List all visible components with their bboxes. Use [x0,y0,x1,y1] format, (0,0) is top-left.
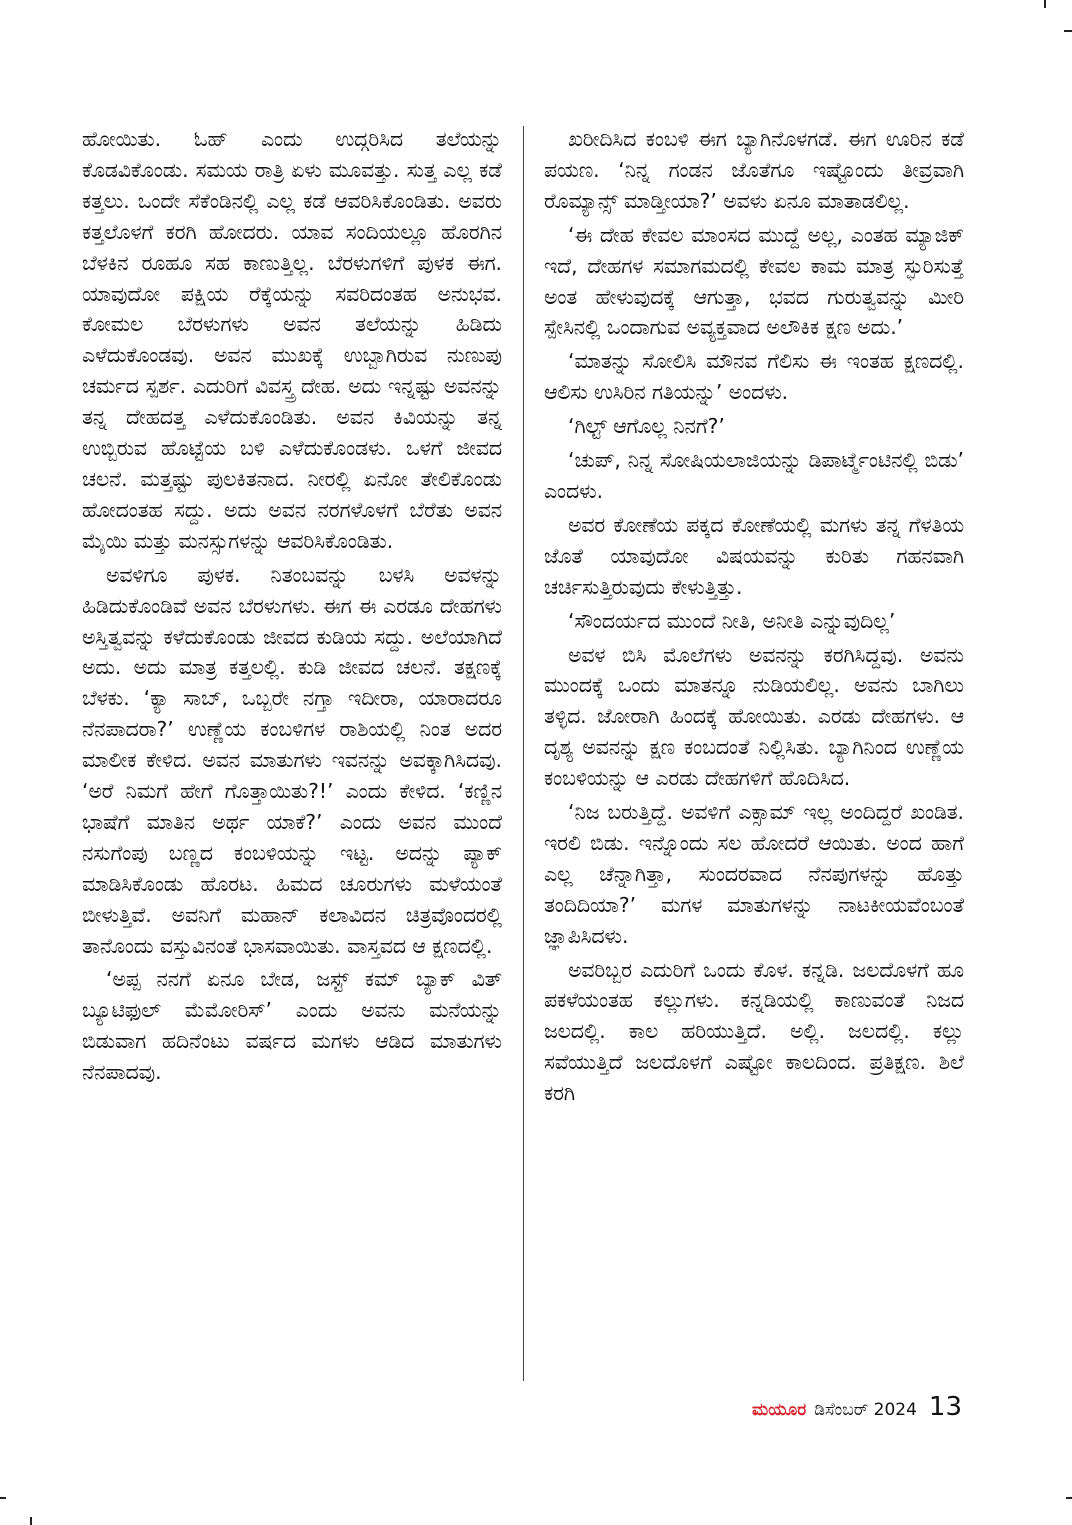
paragraph: ಅವರಿಬ್ಬರ ಎದುರಿಗೆ ಒಂದು ಕೊಳ. ಕನ್ನಡಿ. ಜಲದೊಳಗೆ ಹೂ ಪಕಳೆಯಂತಹ ಕಲ್ಲುಗಳು. ಕನ್ನಡಿಯಲ್ಲಿ ಕಾಣುವಂತೆ ನಿಜದ ಜಲದಲ್ಲಿ. ಕಾಲ ಹರಿಯುತ್ತಿದೆ. ಅಲ್ಲಿ. ಜಲದಲ್ಲಿ. ಕಲ್ಲು ಸವೆಯುತ್ತಿದೆ ಜಲದೊಳಗೆ ಎಷ್ಟೋ ಕಾಲದಿಂದ. ಪ್ರತಿಕ್ಷಣ. ಶಿಲೆ ಕರಗಿ [544,957,964,1106]
left-column [82,124,502,1384]
paragraph: ‘ನಿಜ ಬರುತ್ತಿದ್ದೆ. ಅವಳಿಗೆ ಎಕ್ಸಾಮ್ ಇಲ್ಲ ಅಂದಿದ್ದರೆ ಖಂಡಿತ. ಇರಲಿ ಬಿಡು. ಇನ್ನೊಂದು ಸಲ ಹೋದರೆ ಆಯಿತು. ಅಂದ ಹಾಗೆ ಎಲ್ಲ ಚೆನ್ನಾಗಿತ್ತಾ, ಸುಂದರವಾದ ನೆನಪುಗಳನ್ನು ಹೊತ್ತು ತಂದಿದಿಯಾ?’ ಮಗಳ ಮಾತುಗಳನ್ನು ನಾಟಕೀಯವೆಂಬಂತೆ ಜ್ಞಾಪಿಸಿದಳು. [544,800,964,948]
paragraph: ಹೋಯಿತು. ಓಹ್ ಎಂದು ಉದ್ಗರಿಸಿದ ತಲೆಯನ್ನು ಕೊಡವಿಕೊಂಡು. ಸಮಯ ರಾತ್ರಿ ಏಳು ಮೂವತ್ತು. ಸುತ್ತ ಎಲ್ಲ ಕಡೆ ಕತ್ತಲು. ಒಂದೇ ಸೆಕೆಂಡಿನಲ್ಲಿ ಎಲ್ಲ ಕಡೆ ಆವರಿಸಿಕೊಂಡಿತು. ಅವರು ಕತ್ತಲೊಳಗೆ ಕರಗಿ ಹೋದರು. ಯಾವ ಸಂದಿಯಲ್ಲೂ ಹೊರಗಿನ ಬೆಳಕಿನ ರೂಹೂ ಸಹ ಕಾಣುತ್ತಿಲ್ಲ. ಬೆರಳುಗಳಿಗೆ ಪುಳಕ ಈಗ. ಯಾವುದೋ ಪಕ್ಷಿಯ ರೆಕ್ಕೆಯನ್ನು ಸವರಿದಂತಹ ಅನುಭವ. ಕೋಮಲ ಬೆರಳುಗಳು ಅವನ ತಲೆಯನ್ನು ಹಿಡಿದು ಎಳೆದುಕೊಂಡವು. ಅವನ ಮುಖಕ್ಕೆ ಉಬ್ಬಾಗಿರುವ ನುಣುಪು ಚರ್ಮದ ಸ್ಪರ್ಶ. ಎದುರಿಗೆ ವಿವಸ್ತ್ರ ದೇಹ. ಅದು ಇನ್ನಷ್ಟು ಅವನನ್ನು ತನ್ನ ದೇಹದತ್ತ ಎಳೆದುಕೊಂಡಿತು. ಅವನ ಕಿವಿಯನ್ನು ತನ್ನ ಉಬ್ಬಿರುವ ಹೊಟ್ಟೆಯ ಬಳಿ ಎಳೆದುಕೊಂಡಳು. ಒಳಗೆ ಜೀವದ ಚಲನೆ. ಮತ್ತಷ್ಟು ಪುಲಕಿತನಾದ. ನೀರಲ್ಲಿ ಏನೋ ತೇಲಿಕೊಂಡು ಹೋದಂತಹ ಸದ್ದು. ಅದು ಅವನ ನರಗಳೊಳಗೆ ಬೆರೆತು ಅವನ ಮೈಯಿ ಮತ್ತು ಮನಸ್ಸುಗಳನ್ನು ಆವರಿಸಿಕೊಂಡಿತು. [82,127,502,553]
crop-mark-top [1044,0,1046,8]
article-body [82,124,964,1384]
crop-mark-right [1064,30,1072,32]
paragraph: ಅವರ ಕೋಣೆಯ ಪಕ್ಕದ ಕೋಣೆಯಲ್ಲಿ ಮಗಳು ತನ್ನ ಗೆಳತಿಯ ಜೊತೆ ಯಾವುದೋ ವಿಷಯವನ್ನು ಕುರಿತು ಗಹನವಾಗಿ ಚರ್ಚಿಸುತ್ತಿರುವುದು ಕೇಳುತ್ತಿತ್ತು. [544,512,964,599]
crop-mark-bottom-right [1066,1497,1072,1499]
paragraph: ‘ಮಾತನ್ನು ಸೋಲಿಸಿ ಮೌನವ ಗೆಲಿಸು ಈ ಇಂತಹ ಕ್ಷಣದಲ್ಲಿ. ಆಲಿಸು ಉಸಿರಿನ ಗತಿಯನ್ನು’ ಅಂದಳು. [544,349,964,405]
crop-mark-left-bottom [0,1497,6,1499]
paragraph: ‘ಅಪ್ಪ ನನಗೆ ಏನೂ ಬೇಡ, ಜಸ್ಟ್ ಕಮ್ ಬ್ಯಾಕ್ ವಿತ್ ಬ್ಯೂಟಿಫುಲ್ ಮೆಮೋರಿಸ್’ ಎಂದು ಅವನು ಮನೆಯನ್ನು ಬಿಡುವಾಗ ಹದಿನೆಂಟು ವರ್ಷದ ಮಗಳು ಆಡಿದ ಮಾತುಗಳು ನೆನಪಾದವು. [82,967,502,1085]
paragraph: ಅವಳಿಗೂ ಪುಳಕ. ನಿತಂಬವನ್ನು ಬಳಸಿ ಅವಳನ್ನು ಹಿಡಿದುಕೊಂಡಿವೆ ಅವನ ಬೆರಳುಗಳು. ಈಗ ಈ ಎರಡೂ ದೇಹಗಳು ಅಸ್ತಿತ್ವವನ್ನು ಕಳೆದುಕೊಂಡು ಜೀವದ ಕುಡಿಯ ಸದ್ದು. ಅಲೆಯಾಗಿದೆ ಅದು. ಅದು ಮಾತ್ರ ಕತ್ತಲಲ್ಲಿ. ಕುಡಿ ಜೀವದ ಚಲನೆ. ತಕ್ಷಣಕ್ಕೆ ಬೆಳಕು. ‘ಕ್ಯಾ ಸಾಬ್, ಒಬ್ಬರೇ ನಗ್ತಾ ಇದೀರಾ, ಯಾರಾದರೂ ನೆನಪಾದರಾ?’ ಉಣ್ಣೆಯ ಕಂಬಳಿಗಳ ರಾಶಿಯಲ್ಲಿ ನಿಂತ ಅದರ ಮಾಲೀಕ ಕೇಳಿದ. ಅವನ ಮಾತುಗಳು ಇವನನ್ನು ಅವಕ್ಕಾಗಿಸಿದವು. ‘ಅರೆ ನಿಮಗೆ ಹೇಗೆ ಗೊತ್ತಾಯಿತು?!’ ಎಂದು ಕೇಳಿದ. ‘ಕಣ್ಣಿನ ಭಾಷೆಗೆ ಮಾತಿನ ಅರ್ಥ ಯಾಕೆ?’ ಎಂದು ಅವನ ಮುಂದೆ ನಸುಗೆಂಪು ಬಣ್ಣದ ಕಂಬಳಿಯನ್ನು ಇಟ್ಟ. ಅದನ್ನು ಪ್ಯಾಕ್ ಮಾಡಿಸಿಕೊಂಡು ಹೊರಟ. ಹಿಮದ ಚೂರುಗಳು ಮಳೆಯಂತೆ ಬೀಳುತ್ತಿವೆ. ಅವನಿಗೆ ಮಹಾನ್ ಕಲಾವಿದನ ಚಿತ್ರವೊಂದರಲ್ಲಿ ತಾನೊಂದು ವಸ್ತುವಿನಂತೆ ಭಾಸವಾಯಿತು. ವಾಸ್ತವದ ಆ ಕ್ಷಣದಲ್ಲಿ. [82,562,502,958]
paragraph: ಅವಳ ಬಿಸಿ ಮೊಲೆಗಳು ಅವನನ್ನು ಕರಗಿಸಿದ್ದವು. ಅವನು ಮುಂದಕ್ಕೆ ಒಂದು ಮಾತನ್ನೂ ನುಡಿಯಲಿಲ್ಲ. ಅವನು ಬಾಗಿಲು ತಳ್ಳಿದ. ಜೋರಾಗಿ ಹಿಂದಕ್ಕೆ ಹೋಯಿತು. ಎರಡು ದೇಹಗಳು. ಆ ದೃಶ್ಯ ಅವನನ್ನು ಕ್ಷಣ ಕಂಬದಂತೆ ನಿಲ್ಲಿಸಿತು. ಬ್ಯಾಗಿನಿಂದ ಉಣ್ಣೆಯ ಕಂಬಳಿಯನ್ನು ಆ ಎರಡು ದೇಹಗಳಿಗೆ ಹೊದಿಸಿದ. [544,642,964,791]
page-footer [752,1392,962,1422]
right-column [544,124,964,1384]
paragraph: ‘ಈ ದೇಹ ಕೇವಲ ಮಾಂಸದ ಮುದ್ದೆ ಅಲ್ಲ, ಎಂತಹ ಮ್ಯಾಜಿಕ್ ಇದೆ, ದೇಹಗಳ ಸಮಾಗಮದಲ್ಲಿ ಕೇವಲ ಕಾಮ ಮಾತ್ರ ಸ್ಫುರಿಸುತ್ತೆ ಅಂತ ಹೇಳುವುದಕ್ಕೆ ಆಗುತ್ತಾ, ಭವದ ಗುರುತ್ವವನ್ನು ಮೀರಿ ಸ್ಪೇಸಿನಲ್ಲಿ ಒಂದಾಗುವ ಅವ್ಯಕ್ತವಾದ ಅಲೌಕಿಕ ಕ್ಷಣ ಅದು.’ [544,222,964,340]
paragraph: ‘ಗಿಲ್ಟ್ ಆಗೊಲ್ಲ ನಿನಗೆ?’ [568,414,725,439]
issue-date: ಡಿಸೆಂಬರ್ 2024 [814,1400,917,1420]
paragraph: ‘ಚುಪ್, ನಿನ್ನ ಸೋಷಿಯಲಾಜಿಯನ್ನು ಡಿಪಾರ್ಟ್ಮೆಂಟಿನಲ್ಲಿ ಬಿಡು’ ಎಂದಳು. [544,448,964,503]
crop-mark-bottom-left [30,1517,32,1525]
paragraph: ‘ಸೌಂದರ್ಯದ ಮುಂದೆ ನೀತಿ, ಅನೀತಿ ಎನ್ನುವುದಿಲ್ಲ’ [568,608,896,633]
page-number: 13 [928,1392,962,1422]
paragraph: ಖರೀದಿಸಿದ ಕಂಬಳಿ ಈಗ ಬ್ಯಾಗಿನೊಳಗಡೆ. ಈಗ ಊರಿನ ಕಡೆ ಪಯಣ. ‘ನಿನ್ನ ಗಂಡನ ಜೊತೆಗೂ ಇಷ್ಟೊಂದು ತೀವ್ರವಾಗಿ ರೊಮ್ಯಾನ್ಸ್ ಮಾಡ್ತೀಯಾ?’ ಅವಳು ಏನೂ ಮಾತಾಡಲಿಲ್ಲ. [544,127,964,213]
magazine-logo: ಮಯೂರ [752,1400,807,1420]
column-divider [523,126,524,1381]
